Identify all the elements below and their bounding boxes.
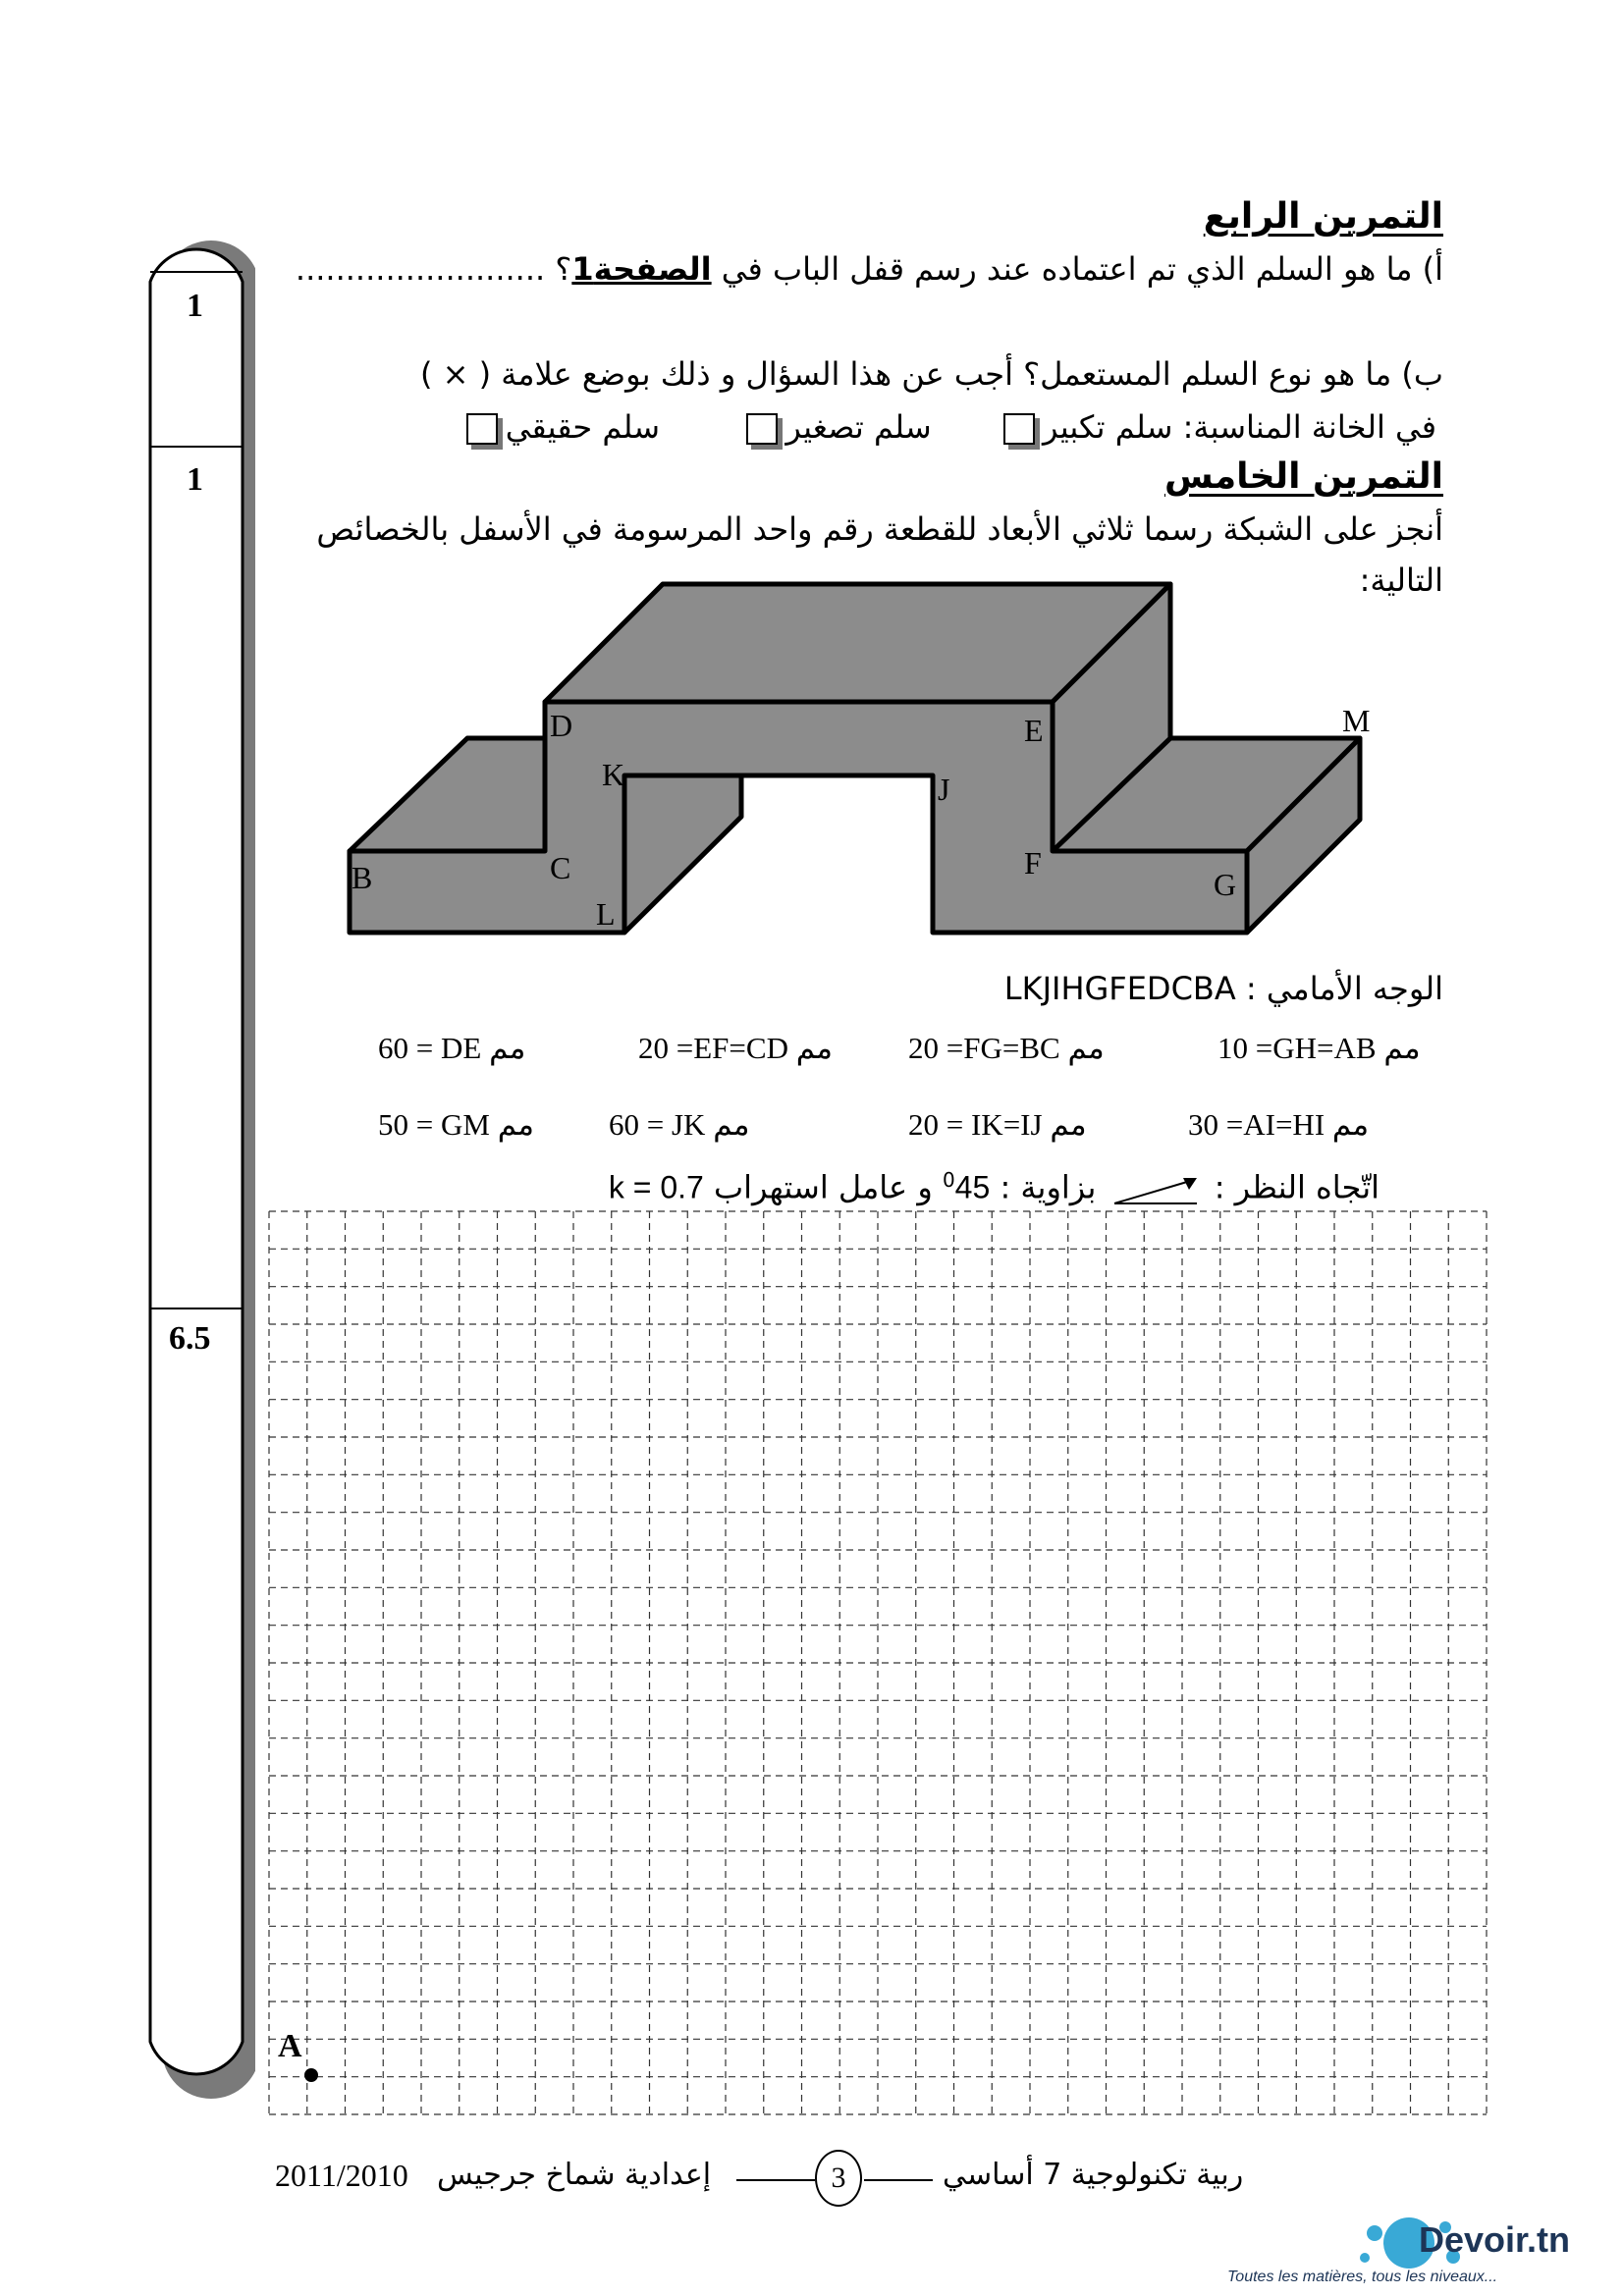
option-enlarge-checkbox[interactable] [1003,413,1035,445]
label-L: L [596,896,616,932]
option-reduce-checkbox[interactable] [746,413,778,445]
footer-subject: ربية تكنولوجية 7 أساسي [943,2158,1244,2192]
option-real-label: سلم حقيقي [505,408,661,446]
question-a-emphasis: الصفحة1 [571,250,712,288]
measure-IK-IJ: 20 = IK=IJ مم [908,1107,1087,1142]
footer-line-left [736,2179,815,2181]
footer-school: إعدادية شماخ جرجيس [437,2158,712,2192]
question-b-prefix: في الخانة المناسبة: [1182,408,1436,446]
measure-DE: 60 = DE مم [378,1031,526,1065]
view-direction-label: اتّجاه النظر : [1214,1168,1380,1206]
measure-JK: 60 = JK مم [609,1107,750,1142]
direction-arrow-icon [1107,1170,1205,1209]
label-G: G [1214,867,1237,902]
coefficient-value: k = 0.7 [608,1169,704,1205]
measure-EF-CD: 20 =EF=CD مم [638,1031,833,1065]
footer-line-right [864,2179,933,2181]
exercise5-instruction-line2: التالية: [1359,561,1443,599]
label-B: B [352,860,373,895]
score-ex4b: 1 [187,461,203,498]
exercise5-title: التمرين الخامس [1163,456,1443,497]
left-step-top [350,738,545,851]
drawing-grid[interactable] [265,1207,1492,2120]
measure-FG-BC: 20 =FG=BC مم [908,1031,1105,1065]
exercise4-question-b-line1: ب) ما هو نوع السلم المستعمل؟ أجب عن هذا السؤال و ذلك بوضع علامة ( × ) [419,355,1443,393]
watermark-tagline: Toutes les matières, tous les niveaux... [1227,2269,1498,2285]
exercise5-instruction-line1: أنجز على الشبكة رسما ثلاثي الأبعاد للقطعة رقم واحد المرسومة في الأسفل بالخصائص [316,510,1443,548]
watermark-brand: Devoir.tn [1419,2219,1571,2260]
footer-page-number: 3 [815,2150,862,2207]
grid-point-A-dot [304,2068,318,2082]
view-direction-line [609,1168,1380,1209]
angle-label: بزاوية : [1000,1168,1097,1206]
question-a-dots: ؟ ......................... [295,250,572,288]
label-D: D [550,708,573,743]
label-F: F [1024,845,1042,881]
footer [275,2150,1244,2209]
score-ex5: 6.5 [169,1320,211,1357]
front-face-label: الوجه الأمامي : LKJIHGFEDCBA [1003,970,1443,1007]
coefficient-label: و عامل استهراب [713,1168,933,1206]
degree-superscript: 0 [942,1168,955,1192]
slot-inner-face [624,775,741,933]
option-reduce-label: سلم تصغير [785,408,932,446]
measure-GM: 50 = GM مم [378,1107,534,1142]
label-K: K [602,757,625,792]
angle-value: 45 [954,1169,991,1205]
label-J: J [938,772,950,807]
label-M: M [1342,703,1371,738]
exercise4-title: التمرين الرابع [1203,196,1443,237]
label-C: C [550,850,571,885]
exercise4-question-b-line2 [459,408,1436,446]
label-E: E [1024,713,1044,748]
exercise4-question-a [296,250,1443,288]
measure-GH-AB: 10 =GH=AB مم [1217,1031,1421,1065]
footer-year: 2011/2010 [275,2158,408,2193]
question-a-text: أ) ما هو السلم الذي تم اعتماده عند رسم قفل الباب في [711,250,1443,288]
measure-AI-HI: 30 =AI=HI مم [1188,1107,1370,1142]
watermark [1227,2214,1620,2296]
score-ex4a: 1 [187,288,203,324]
part-figure [334,569,1394,942]
option-enlarge-label: سلم تكبير [1043,408,1173,446]
grid-point-A-label: A [278,2028,302,2064]
option-real-checkbox[interactable] [466,413,498,445]
